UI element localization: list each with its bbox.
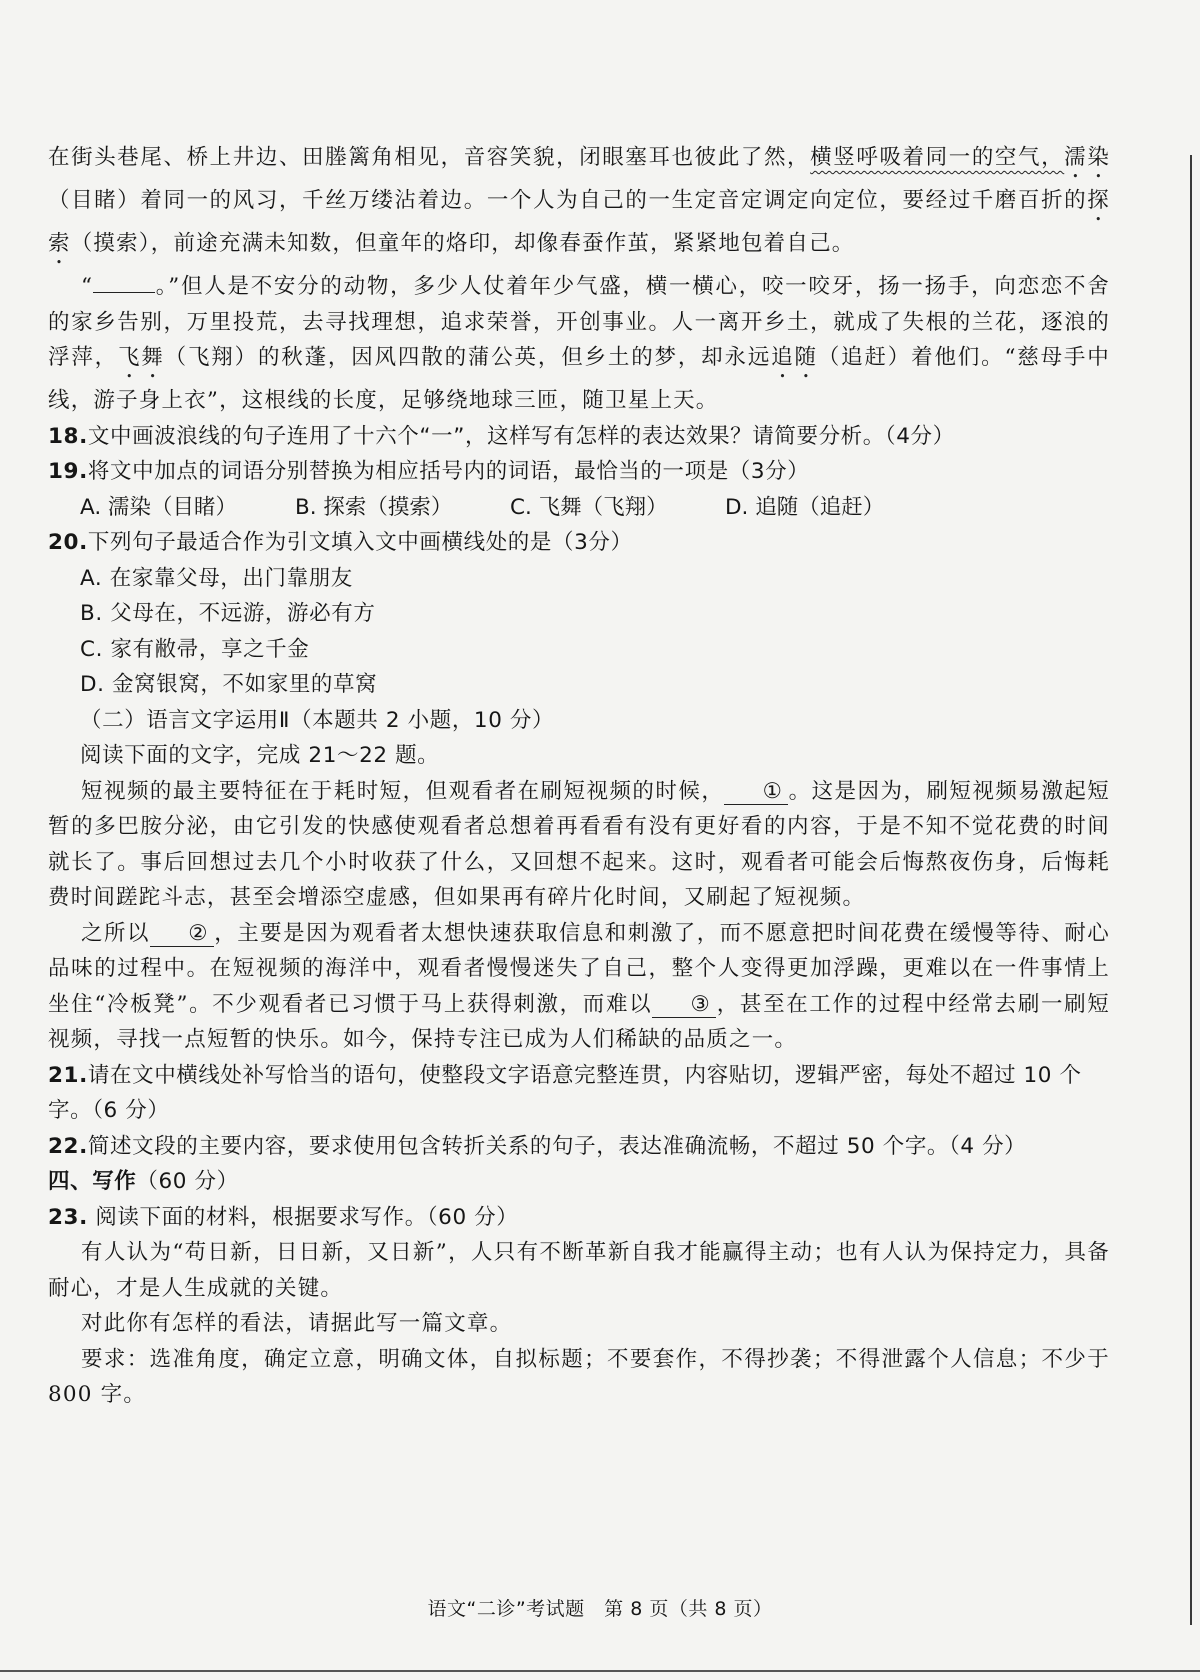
section-heading: （二）语言文字运用Ⅱ（本题共 2 小题，10 分） (80, 707, 555, 733)
question-19 (48, 454, 1110, 490)
option-c: C. 飞舞（飞翔） (510, 494, 668, 520)
section-instruction: 阅读下面的文字，完成 21～22 题。 (80, 743, 440, 768)
option-c: C. 家有敝帚，享之千金 (80, 636, 310, 662)
bracket-alt-word: （摸索） (70, 231, 151, 256)
dotted-word: 追随 (771, 345, 818, 370)
option-d: D. 金窝银窝，不如家里的草窝 (80, 672, 378, 697)
question-number: 20. (48, 530, 88, 555)
option-b: B. 父母在，不远游，游必有方 (80, 601, 376, 626)
question-23 (48, 1200, 1110, 1236)
quote-mark: 。” (155, 274, 181, 299)
bracket-alt-word: （追赶） (817, 345, 912, 370)
passage-text: 。这是因为，刷短视频易激起短暂的多巴胺分泌，由它引发的快感使观看者总想着再看看有没有更好看的内容，于是不知不觉花费的时间就长了。事后回想过去几个小时收获了什么，又回想不起来。这时，观看者可能会后悔熬夜伤身，后悔耗费时间蹉跎斗志，甚至会增添空虚感，但如果再有碎片化时间，又刷起了短视频。 (48, 778, 1110, 910)
writing-requirements: 要求：选准角度，确定立意，明确文体，自拟标题；不要套作，不得抄袭；不得泄露个人信息；不少于 800 字。 (48, 1346, 1110, 1407)
passage-paragraph (48, 269, 1110, 419)
question-number: 21. (48, 1062, 88, 1088)
question-text: 文中画波浪线的句子连用了十六个“一”，这样写有怎样的表达效果？请简要分析。（4分） (87, 423, 955, 449)
passage-text: ，前途充满未知数，但童年的烙印，却像春蚕作茧，紧紧地包着自己。 (150, 231, 855, 256)
wavy-underlined-sentence: 横竖呼吸着同一的空气， (810, 145, 1065, 170)
question-19-options (48, 490, 1110, 526)
page-bottom-line (0, 1670, 1200, 1672)
question-22 (48, 1129, 1110, 1165)
option-b: B. 探索（摸索） (295, 494, 453, 520)
option-a: A. 在家靠父母，出门靠朋友 (80, 565, 353, 591)
fill-blank-3: ③ (652, 993, 716, 1018)
passage-paragraph (48, 140, 1110, 269)
question-20 (48, 525, 1110, 561)
passage-text: 着同一的风习，千丝万缕沾着边。一个人为自己的一生定音定调定向定位，要经过千磨百折的 (140, 188, 1088, 213)
question-number: 18. (48, 423, 88, 449)
section-score: （60 分） (136, 1169, 239, 1194)
option-a: A. 濡染（目睹） (80, 494, 237, 520)
fill-blank-2: ② (150, 922, 214, 947)
question-number: 19. (48, 459, 88, 484)
passage-text: 在街头巷尾、桥上井边、田塍篱角相见，音容笑貌，闭眼塞耳也彼此了然， (48, 145, 811, 170)
dotted-word: 飞舞 (117, 345, 165, 370)
question-text: 请在文中横线处补写恰当的语句，使整段文字语意完整连贯，内容贴切，逻辑严密，每处不超过 10 个字。（6 分） (48, 1062, 1082, 1123)
fill-blank-1: ① (724, 780, 788, 805)
passage-text: 着他们。“慈母手中线，游子身上衣”，这根线的长度，足够绕地球三匝，随卫星上天。 (48, 345, 1110, 413)
page-content (48, 140, 1110, 1413)
question-text: 将文中加点的词语分别替换为相应括号内的词语，最恰当的一项是（3分） (87, 459, 810, 484)
section-title: 四、写作 (48, 1169, 137, 1194)
passage-text: 短视频的最主要特征在于耗时短，但观看者在刷短视频的时候， (81, 778, 725, 804)
passage-text: ，甚至在工作的过程中经常去刷一刷短视频，寻找一点短暂的快乐。如今，保持专注已成为人们稀缺的品质之一。 (48, 991, 1111, 1052)
question-number: 22. (48, 1133, 88, 1159)
bracket-alt-word: （飞翔） (164, 345, 258, 370)
question-text: 简述文段的主要内容，要求使用包含转折关系的句子，表达准确流畅，不超过 50 个字。（4 分） (87, 1133, 1027, 1159)
passage-text: ，主要是因为观看者太想快速获取信息和刺激了，而不愿意把时间花费在缓慢等待、耐心品味的过程中。在短视频的海洋中，观看者慢慢迷失了自己，整个人变得更加浮躁，更难以在一件事情上坐住“冷板凳”。不少观看者已习惯于马上获得刺激，而难以 (48, 920, 1110, 1017)
passage-text: 的秋蓬，因风四散的蒲公英，但乡土的梦，却永远 (257, 345, 772, 370)
passage-paragraph (48, 916, 1110, 1058)
bracket-alt-word: （目睹） (48, 188, 141, 213)
question-18 (48, 419, 1110, 455)
writing-prompt: 对此你有怎样的看法，请据此写一篇文章。 (81, 1311, 513, 1336)
dotted-word: 探索 (48, 188, 1110, 256)
writing-material: 有人认为“苟日新，日日新，又日新”，人只有不断革新自我才能赢得主动；也有人认为保持定力，具备耐心，才是人生成就的关键。 (48, 1240, 1110, 1301)
page-edge-line (1190, 155, 1192, 1625)
passage-text: 之所以 (81, 920, 150, 946)
dotted-word: 濡染 (1064, 145, 1111, 170)
page-footer: 语文“二诊”考试题 第 8 页（共 8 页） (427, 1598, 773, 1620)
question-21 (48, 1058, 1110, 1129)
passage-text: 但人是不安分的动物，多少人仗着年少气盛，横一横心，咬一咬牙，扬一扬手，向恋恋不舍的家乡告别，万里投荒，去寻找理想，追求荣誉，开创事业。人一离开乡土，就成了失根的兰花，逐浪的浮萍， (48, 274, 1110, 370)
section-4-heading (48, 1164, 1110, 1200)
question-text: 下列句子最适合作为引文填入文中画横线处的是（3分） (87, 530, 633, 555)
passage-paragraph (48, 774, 1110, 916)
question-text: 阅读下面的材料，根据要求写作。（60 分） (95, 1204, 519, 1230)
quote-mark: “ (81, 274, 94, 299)
option-d: D. 追随（追赶） (725, 494, 885, 520)
fill-blank-line (93, 292, 155, 293)
question-number: 23. (48, 1204, 88, 1230)
